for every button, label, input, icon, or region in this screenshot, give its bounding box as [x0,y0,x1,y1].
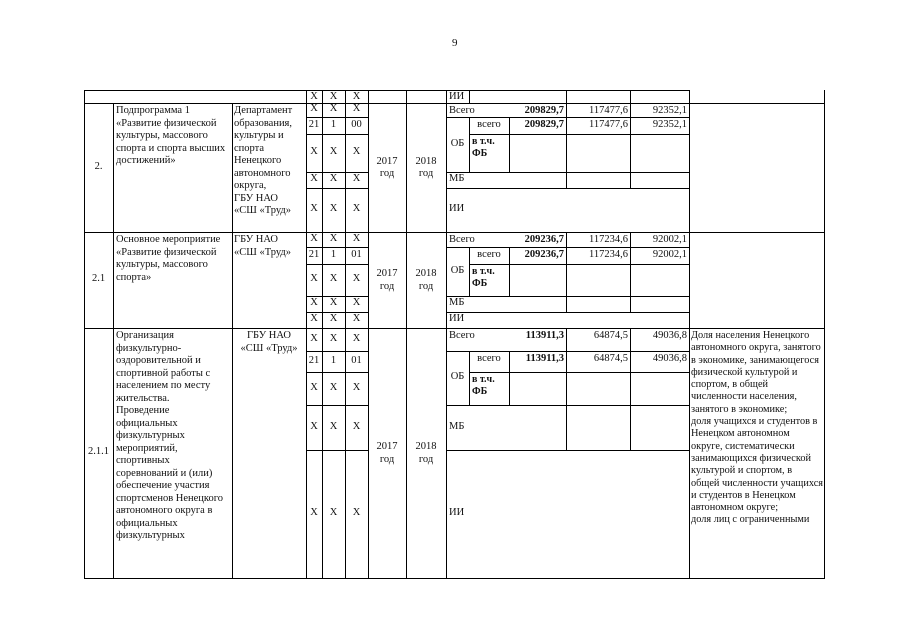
x-mark: X [329,332,338,344]
table-rule [446,232,447,329]
executor: ГБУ НАО «СШ «Труд» [234,234,292,258]
executor: Департамент образования, культуры и спорта Ненецкого автономного округа, ГБУ НАО «СШ «Труд» [234,105,293,216]
table-rule [306,405,369,406]
x-mark: X [310,381,318,393]
table-rule [446,328,447,579]
activity-name: Основное мероприятие «Развитие физической культуры, массового спорта» [116,234,221,283]
x-mark: X [352,332,361,344]
funding-year2-value: 49036,8 [652,330,687,341]
funding-year2-value: 92002,1 [652,234,687,245]
ob-total-value: 209236,7 [524,249,564,260]
row-number: 2. [94,160,103,172]
x-mark: X [329,232,338,244]
table-rule [306,450,369,451]
x-mark: X [310,420,318,432]
fb-label: в т.ч. ФБ [472,266,495,289]
funding-total-label: Всего [449,234,475,245]
table-rule [509,134,510,173]
row-number: 2.1 [91,273,106,284]
funding-year2-value: 92352,1 [652,105,687,116]
table-rule [84,232,825,233]
table-rule [566,90,567,104]
funding-total-value: 209236,7 [524,234,564,245]
start-year: 2017 год [376,441,398,465]
x-mark: X [352,313,361,324]
ob-label: ОБ [450,137,465,149]
x-mark: X [329,203,338,214]
table-rule [509,264,690,265]
executor: ГБУ НАО «СШ «Труд» [240,330,298,354]
x-mark: X [310,313,318,324]
table-rule [113,103,114,233]
mb-label: МБ [449,420,465,432]
funding-year1-value: 117234,6 [589,234,628,245]
x-mark: X [329,420,338,432]
code-cell: 00 [351,118,362,130]
start-year: 2017 год [376,155,398,179]
table-rule [84,578,825,579]
ii-label: ИИ [449,313,465,324]
table-rule [446,450,690,451]
table-rule [84,328,825,329]
x-mark: X [329,103,338,114]
end-year: 2018 год [415,268,437,292]
table-rule [406,90,407,104]
ob-label: ОБ [450,264,465,276]
x-mark: X [310,173,318,184]
table-rule [630,90,631,104]
table-rule [84,90,690,91]
table-rule [824,328,825,579]
table-rule [446,90,447,104]
x-mark: X [329,173,338,184]
ob-total-label: всего [477,119,501,130]
x-mark: X [352,381,361,393]
code-cell: 1 [330,118,337,130]
code-cell: 21 [308,248,320,260]
table-rule [232,232,233,329]
x-mark: X [352,146,361,157]
start-year: 2017 год [376,268,398,292]
x-mark: X [310,146,318,157]
funding-year1-value: 64874,5 [593,330,628,341]
table-rule [446,312,690,313]
table-rule [306,264,369,265]
ob-year2-value: 92002,1 [652,249,687,260]
x-mark: X [352,420,361,432]
x-mark: X [329,297,338,308]
x-mark: X [329,146,338,157]
x-mark: X [329,381,338,393]
top-source-ii: ИИ [449,91,465,102]
table-rule [509,264,510,297]
page-number: 9 [452,37,458,49]
ob-label: ОБ [450,371,465,382]
x-mark: X [310,297,318,308]
end-year: 2018 год [415,155,437,179]
table-rule [446,103,447,233]
table-rule [306,188,369,189]
x-mark: X [310,103,318,114]
table-rule [368,90,369,104]
x-mark: X [352,232,361,244]
table-rule [824,103,825,233]
activity-name: Организация физкультурно-оздоровительной и спортивной работы с населением по месту жительства. Проведение официальных физкультурных мероприятий, спортивных соревнований и (или) обеспечение участия спортсменов Ненецкого автономного округа в официальных физкультурных [116,330,224,541]
funding-total-value: 209829,7 [524,105,564,116]
table-rule [509,372,510,406]
table-rule [113,328,114,579]
table-rule [113,232,114,329]
indicator-text: Доля населения Ненецкого автономного округа, занятого в экономике, занимающегося физической культурой и спортом, в общей численности населения, занятого в экономике; доля учащихся и студентов в Ненецком автономном округе, систематически занимающихся физической культурой и спортом, в общей численности учащихся и студентов в Ненецком автономном округе; доля лиц с ограниченными [691,330,823,526]
funding-year1-value: 117477,6 [589,105,628,116]
funding-total-label: Всего [449,330,475,341]
ob-total-value: 209829,7 [524,119,564,130]
activity-name: Подпрограмма 1 «Развитие физической культуры, массового спорта и спорта высших достижений» [116,105,226,166]
code-cell: 01 [351,354,362,366]
code-cell: 01 [351,248,362,260]
funding-total-value: 113911,3 [525,330,564,341]
table-rule [84,90,85,104]
ob-year2-value: 92352,1 [652,119,687,130]
x-mark: X [310,332,318,344]
table-rule [509,372,690,373]
table-rule [689,328,690,579]
table-rule [84,103,825,104]
code-cell: 1 [330,248,337,260]
table-rule [689,90,690,104]
x-mark: X [352,103,361,114]
code-cell: 1 [330,354,337,366]
x-mark: X [352,507,361,518]
ob-total-label: всего [477,353,501,364]
table-rule [509,134,690,135]
table-rule [566,328,567,451]
table-rule [446,405,690,406]
ob-year1-value: 117234,6 [589,249,628,260]
table-rule [824,90,825,104]
table-rule [630,328,631,451]
code-cell: 21 [308,354,320,366]
table-rule [306,351,369,352]
table-rule [689,103,690,233]
x-mark: X [310,203,318,214]
x-mark: X [352,203,361,214]
table-rule [446,117,690,118]
mb-label: МБ [449,173,465,184]
top-x-mark: X [329,91,338,102]
ob-year1-value: 117477,6 [589,119,628,130]
table-rule [306,372,369,373]
x-mark: X [310,507,318,518]
fb-label: в т.ч. ФБ [472,136,495,159]
funding-total-label: Всего [449,105,475,116]
ii-label: ИИ [449,507,465,518]
table-rule [232,103,233,233]
x-mark: X [310,273,318,284]
x-mark: X [352,273,361,284]
ii-label: ИИ [449,203,465,214]
ob-year1-value: 64874,5 [593,353,628,364]
table-rule [824,232,825,329]
x-mark: X [352,297,361,308]
x-mark: X [352,173,361,184]
x-mark: X [329,313,338,324]
table-rule [306,134,369,135]
x-mark: X [329,507,338,518]
end-year: 2018 год [415,441,437,465]
code-cell: 21 [308,118,320,130]
mb-label: МБ [449,297,465,308]
x-mark: X [310,232,318,244]
x-mark: X [329,273,338,284]
fb-label: в т.ч. ФБ [472,374,495,397]
table-rule [446,351,690,352]
table-rule [446,188,690,189]
table-rule [446,247,690,248]
table-rule [689,232,690,329]
ob-total-label: всего [477,249,501,260]
top-x-mark: X [352,91,361,102]
ob-year2-value: 49036,8 [652,353,687,364]
table-rule [232,328,233,579]
top-x-mark: X [310,91,318,102]
row-number: 2.1.1 [88,446,109,457]
ob-total-value: 113911,3 [525,353,564,364]
